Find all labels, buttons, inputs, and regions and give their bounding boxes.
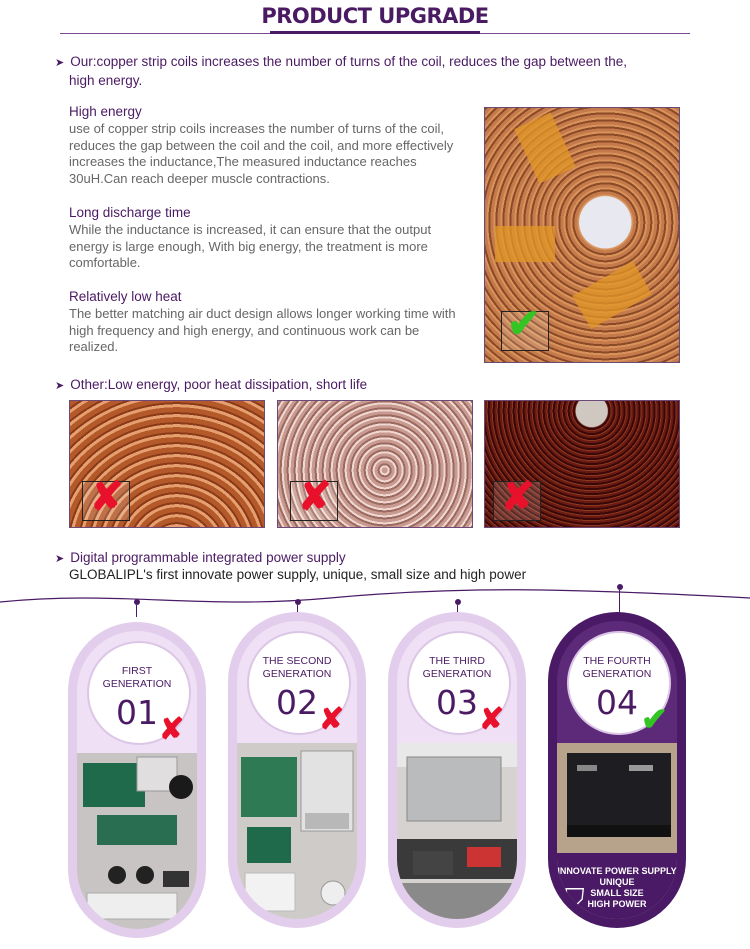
flat-spiral-coil-photo	[484, 400, 680, 528]
generation-label-line2: GENERATION	[102, 678, 172, 690]
kapton-tape	[495, 226, 555, 262]
generation-card-inner	[397, 621, 517, 919]
wave-divider	[0, 580, 750, 620]
timeline-stem	[136, 605, 137, 617]
caption-line: HIGH POWER	[587, 899, 647, 909]
generation-card-first	[68, 622, 206, 938]
caption-line: UNIQUE	[599, 877, 635, 887]
generation-label	[397, 655, 517, 681]
timeline-dot	[134, 599, 140, 605]
star-shield-icon: ⛉	[565, 883, 585, 913]
timeline-dot	[617, 584, 623, 590]
other-bullet-text: Other:Low energy, poor heat dissipation, short life	[70, 377, 368, 392]
generation-label-line2: GENERATION	[582, 668, 652, 680]
other-bullet	[55, 376, 367, 395]
feature-heading-high-energy: High energy	[69, 104, 142, 119]
copper-strip-coil-photo	[484, 107, 680, 363]
feature-body-long-discharge: While the inductance is increased, it can ensure that the output energy is large enough, With big energy, the treatment is more comfortable.	[69, 222, 432, 270]
timeline-dot	[295, 599, 301, 605]
page-header	[0, 0, 750, 40]
cross-icon: ✘	[501, 475, 535, 519]
generation-label-line1: FIRST	[121, 665, 153, 677]
generation-card-second	[228, 612, 366, 928]
generation-card-inner	[77, 631, 197, 929]
generation-label-line2: GENERATION	[422, 668, 492, 680]
copper-tube-coil-photo	[69, 400, 265, 528]
generation-label	[557, 655, 677, 681]
power-subline: GLOBALIPL's first innovate power supply, unique, small size and high power	[69, 567, 527, 582]
title-underline	[270, 31, 480, 34]
feature-body-low-heat: The better matching air duct design allows longer working time with high frequency and high energy, and continuous work can be realized.	[69, 306, 456, 354]
cross-icon: ✘	[479, 703, 505, 736]
generation-label	[77, 665, 197, 691]
page-title: PRODUCT UPGRADE	[261, 4, 489, 28]
generation-card-inner	[237, 621, 357, 919]
feature-heading-long-discharge: Long discharge time	[69, 205, 191, 220]
wound-wire-coil-photo	[277, 400, 473, 528]
generation-card-fourth	[548, 612, 686, 928]
generation-number: 04	[596, 683, 638, 722]
aluminum-supply-photo	[397, 743, 517, 919]
feature-body-high-energy: use of copper strip coils increases the number of turns of the coil, reduces the gap between the coil and the coil, and more effectively increases the inductance,The measured inductance reaches 30uH.Can reach deeper muscle contractions.	[69, 121, 454, 186]
our-bullet	[55, 53, 695, 89]
arrow-right-icon: ➤	[55, 380, 65, 392]
generation-card-inner	[557, 621, 677, 919]
our-bullet-line1: Our:copper strip coils increases the number of turns of the coil, reduces the gap between the,	[70, 54, 628, 69]
kapton-tape	[572, 261, 652, 329]
generation-label	[237, 655, 357, 681]
arrow-right-icon: ➤	[55, 553, 65, 565]
our-bullet-line2: high energy.	[69, 73, 143, 88]
power-bullet-text: Digital programmable integrated power supply	[70, 550, 346, 565]
generation-number: 02	[276, 683, 318, 722]
cross-icon: ✘	[159, 713, 185, 746]
power-module-photo	[237, 743, 357, 919]
generation-label-line1: THE SECOND	[262, 655, 332, 667]
cross-icon: ✘	[298, 475, 332, 519]
timeline-dot	[455, 599, 461, 605]
caption-line: SMALL SIZE	[590, 888, 644, 898]
check-icon: ✔	[507, 302, 541, 346]
circuit-board-photo	[77, 753, 197, 929]
caption-line: INNOVATE POWER SUPPLY	[557, 866, 677, 876]
generation-number: 01	[116, 693, 158, 732]
generation-card-third	[388, 612, 526, 928]
kapton-tape	[514, 112, 576, 183]
cross-icon: ✘	[90, 475, 124, 519]
generation-label-line1: THE THIRD	[429, 655, 485, 667]
cross-icon: ✘	[319, 703, 345, 736]
generation-number: 03	[436, 683, 478, 722]
feature-heading-low-heat: Relatively low heat	[69, 289, 182, 304]
generation-label-line1: THE FOURTH	[583, 655, 651, 667]
generation-label-line2: GENERATION	[262, 668, 332, 680]
check-icon: ✔	[641, 701, 668, 737]
arrow-right-icon: ➤	[55, 57, 65, 69]
